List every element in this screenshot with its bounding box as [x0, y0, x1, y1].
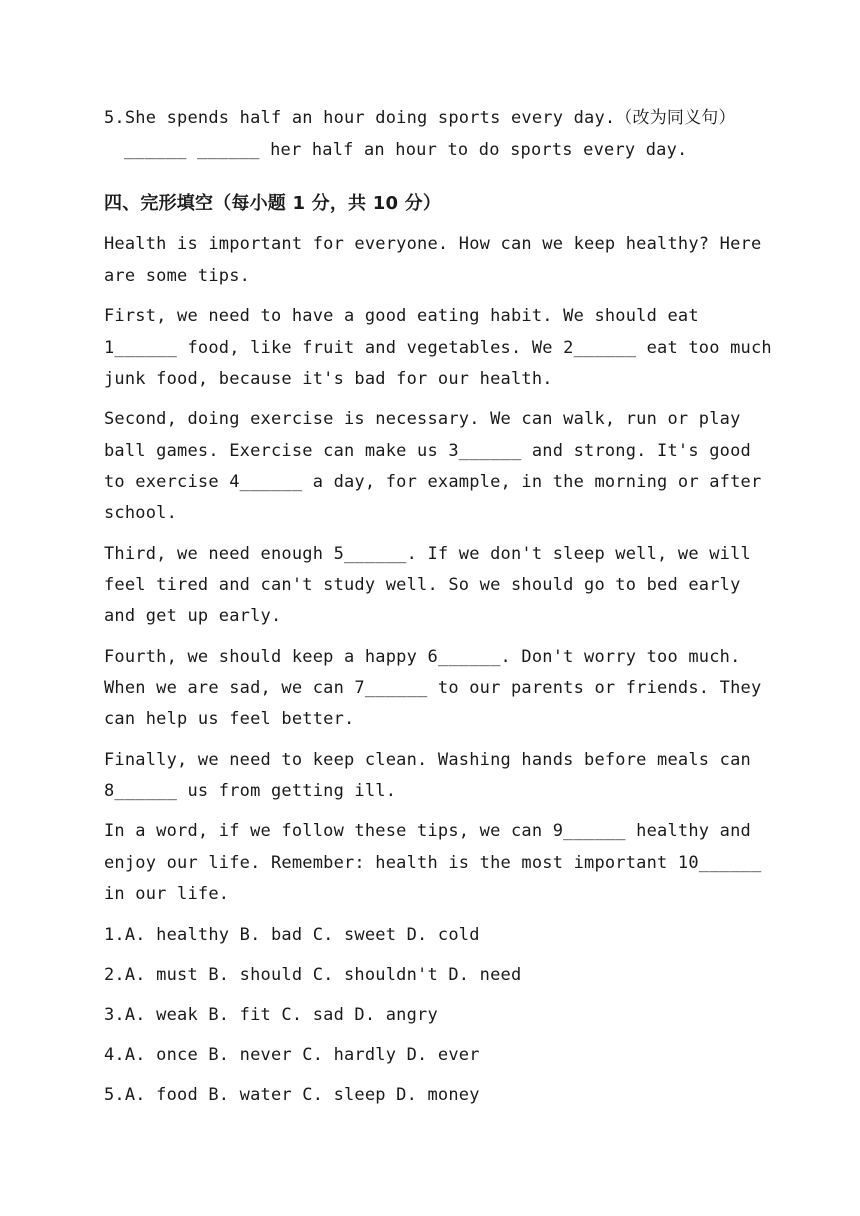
- passage-line: Fourth, we should keep a happy 6______. Don't worry too much.: [104, 647, 741, 667]
- section-heading: 四、完形填空（每小题 1 分，共 10 分）: [104, 193, 442, 214]
- passage-line: When we are sad, we can 7______ to our parents or friends. They: [104, 678, 762, 698]
- passage-line: Health is important for everyone. How can we keep healthy? Here: [104, 234, 762, 254]
- option-row: 5.A. food B. water C. sleep D. money: [104, 1085, 480, 1105]
- passage-line: Third, we need enough 5______. If we don't sleep well, we will: [104, 544, 751, 564]
- passage-line: In a word, if we follow these tips, we can 9______ healthy and: [104, 821, 751, 841]
- passage-line: in our life.: [104, 884, 230, 904]
- passage-line: 8______ us from getting ill.: [104, 781, 397, 801]
- passage-line: enjoy our life. Remember: health is the most important 10______: [104, 853, 762, 873]
- question-5-answer-line: ______ ______ her half an hour to do sports every day.: [124, 140, 688, 160]
- option-row: 2.A. must B. should C. shouldn't D. need: [104, 965, 522, 985]
- passage-line: Second, doing exercise is necessary. We can walk, run or play: [104, 409, 741, 429]
- option-row: 4.A. once B. never C. hardly D. ever: [104, 1045, 480, 1065]
- passage-line: school.: [104, 503, 178, 523]
- question-5-prompt: 5.She spends half an hour doing sports every day.（改为同义句）: [104, 108, 736, 128]
- passage-line: First, we need to have a good eating habit. We should eat: [104, 306, 699, 326]
- option-row: 1.A. healthy B. bad C. sweet D. cold: [104, 925, 480, 945]
- passage-line: can help us feel better.: [104, 709, 355, 729]
- option-row: 3.A. weak B. fit C. sad D. angry: [104, 1005, 438, 1025]
- passage-line: ball games. Exercise can make us 3______ and strong. It's good: [104, 441, 751, 461]
- passage-line: to exercise 4______ a day, for example, in the morning or after: [104, 472, 762, 492]
- passage-line: junk food, because it's bad for our health.: [104, 369, 553, 389]
- passage-line: feel tired and can't study well. So we should go to bed early: [104, 575, 741, 595]
- passage-line: Finally, we need to keep clean. Washing hands before meals can: [104, 750, 751, 770]
- passage-line: are some tips.: [104, 266, 251, 286]
- passage-line: and get up early.: [104, 606, 282, 626]
- passage-line: 1______ food, like fruit and vegetables. We 2______ eat too much: [104, 338, 772, 358]
